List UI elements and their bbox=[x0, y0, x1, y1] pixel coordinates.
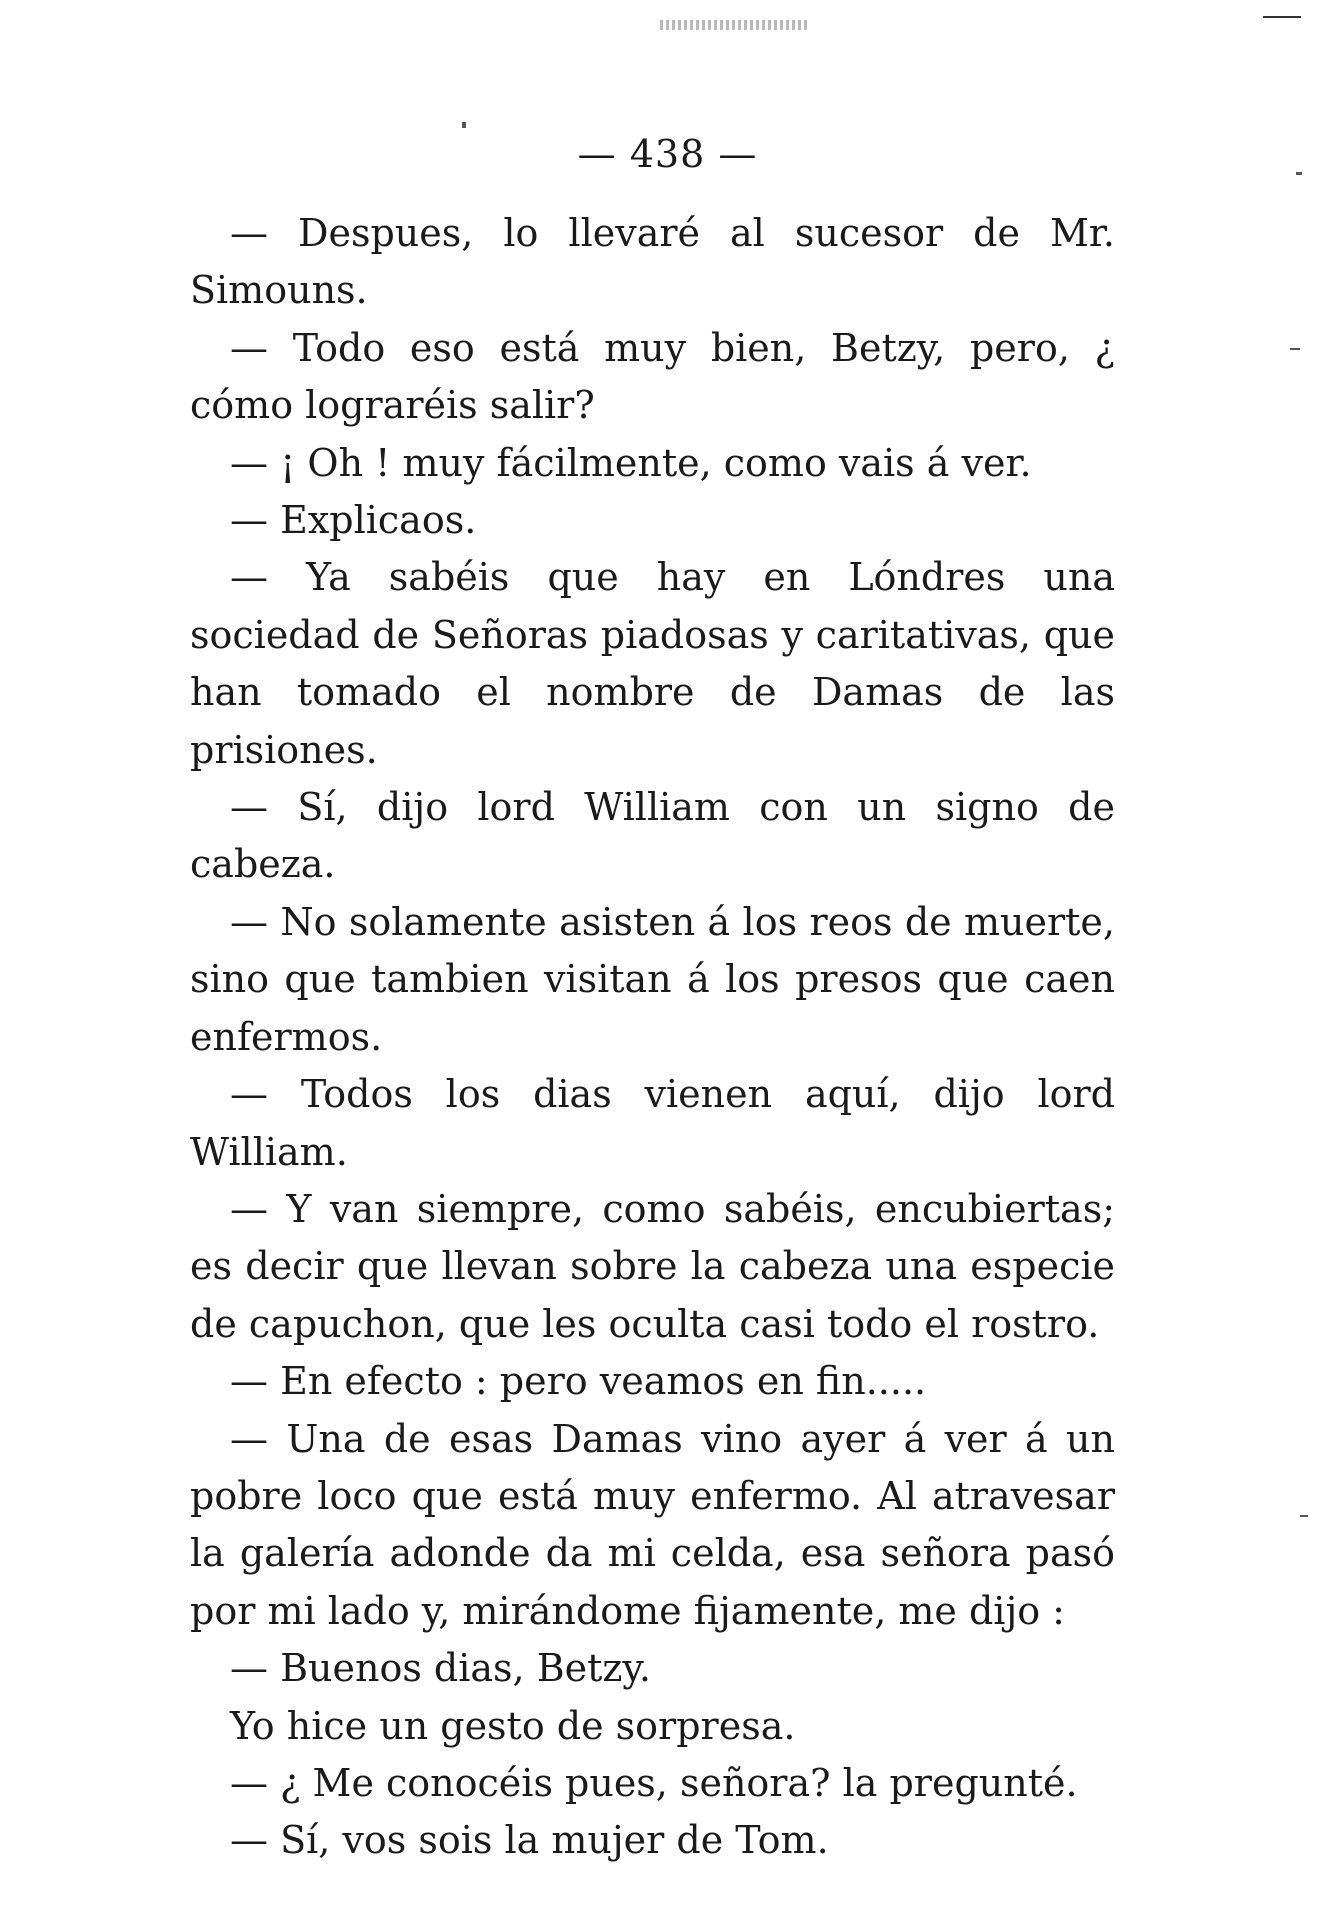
paragraph: — Y van siempre, como sabéis, encubiertas; es decir que llevan sobre la cabeza una especie de capuchon, que les oculta casi todo el rostro. bbox=[190, 1186, 1115, 1346]
scan-speck bbox=[462, 122, 466, 128]
scan-mark bbox=[1263, 16, 1301, 18]
page-number: — 438 — bbox=[577, 132, 758, 176]
paragraph: — Una de esas Damas vino ayer á ver á un pobre loco que está muy enfermo. Al atravesar la galería adonde da mi celda, esa señora pasó por mi lado y, mirándome fijamente, me dijo : bbox=[190, 1416, 1115, 1633]
scan-speck bbox=[1290, 348, 1300, 350]
scan-speck bbox=[1300, 1515, 1308, 1517]
paragraph: Yo hice un gesto de sorpresa. bbox=[230, 1703, 796, 1748]
paragraph: — En efecto : pero veamos en fin..... bbox=[230, 1359, 927, 1404]
paragraph: — Explicaos. bbox=[230, 498, 477, 543]
paragraph: — No solamente asisten á los reos de muerte, sino que tambien visitan á los presos que caen enfermos. bbox=[190, 899, 1115, 1059]
paragraph: — Buenos dias, Betzy. bbox=[230, 1646, 651, 1691]
paragraph: — ¿ Me conocéis pues, señora? la pregunté. bbox=[230, 1760, 1078, 1805]
paragraph: — Sí, vos sois la mujer de Tom. bbox=[230, 1818, 829, 1863]
paragraph: — Despues, lo llevaré al sucesor de Mr. Simouns. bbox=[190, 211, 1115, 313]
scan-smudge bbox=[660, 20, 810, 30]
paragraph: — Todos los dias vienen aquí, dijo lord William. bbox=[190, 1072, 1115, 1174]
paragraph: — Todo eso está muy bien, Betzy, pero, ¿ cómo lograréis salir? bbox=[190, 325, 1115, 428]
paragraph: — Sí, dijo lord William con un signo de cabeza. bbox=[190, 785, 1115, 887]
paragraph: — Ya sabéis que hay en Lóndres una sociedad de Señoras piadosas y caritativas, que han tomado el nombre de Damas de las prisiones. bbox=[190, 555, 1115, 772]
body-text bbox=[190, 205, 1115, 1870]
paragraph: — ¡ Oh ! muy fácilmente, como vais á ver. bbox=[230, 440, 1032, 485]
